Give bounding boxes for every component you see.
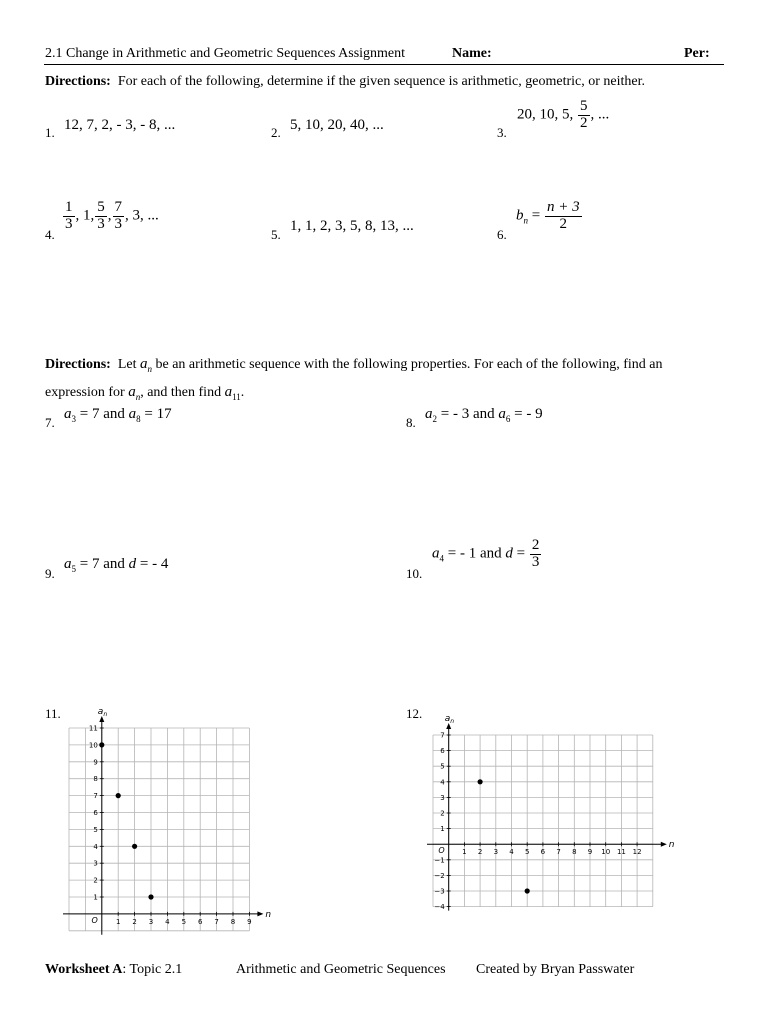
problem-4-fraction-2: $\frac{5}{3}$ [97, 199, 105, 232]
assignment-title: 2.1 Change in Arithmetic and Geometric Sequences Assignment [45, 46, 406, 61]
problem-10-fraction: $\frac{2}{3}$ [531, 537, 540, 570]
y-tick-label: 9 [93, 758, 98, 767]
x-tick-label: 1 [462, 848, 467, 857]
x-tick-label: 5 [181, 917, 187, 926]
data-point [148, 894, 153, 899]
problem-5-sequence: 1, 1, 2, 3, 5, 8, 13, ... [290, 218, 414, 234]
x-tick-label: 8 [572, 848, 577, 857]
x-tick-label: 3 [148, 917, 154, 926]
footer-subject: Arithmetic and Geometric Sequences [236, 962, 446, 977]
y-axis-label: $a_n$ [97, 707, 108, 718]
graph-12-chart [425, 707, 675, 922]
problem-4-fraction-1: $\frac{1}{3}$ [65, 199, 73, 232]
problem-9-number: 9. [45, 566, 55, 581]
problem-4-fraction-3: $\frac{7}{3}$ [114, 199, 122, 232]
y-tick-label: 3 [440, 793, 445, 802]
problem-6-fraction: $\frac{n + 3}{2}$ [546, 199, 580, 232]
y-axis-label-subscript: n [450, 718, 455, 725]
problem-7-number: 7. [45, 415, 55, 430]
x-tick-label: 10 [601, 848, 611, 857]
origin-label: O [91, 915, 98, 925]
y-tick-label: 1 [93, 893, 98, 902]
y-tick-label: 7 [93, 792, 98, 801]
problem-4-number: 4. [45, 227, 55, 242]
problem-2-sequence: 5, 10, 20, 40, ... [290, 117, 384, 133]
directions-2-line-2: expression for $a_n$, and then find $a_{11}$. [45, 384, 245, 402]
problem-5-number: 5. [271, 227, 281, 242]
directions-2-label: Directions: [45, 357, 111, 372]
x-tick-label: 9 [587, 848, 593, 857]
directions-1 [45, 74, 645, 90]
y-tick-label: 7 [440, 731, 445, 740]
x-tick-label: 7 [214, 917, 219, 926]
y-tick-label: 2 [440, 809, 445, 818]
directions-1-text: For each of the following, determine if the given sequence is arithmetic, geometric, or neither. [117, 74, 645, 89]
x-tick-label: 9 [247, 917, 252, 926]
x-tick-label: 2 [477, 848, 483, 857]
problem-4-sequence: $\frac{1}{3}$ , 1, $\frac{5}{3}$ , $\frac{7}{3}$ , 3, ... [65, 199, 159, 232]
x-axis-label: n [265, 909, 272, 920]
header-rule [44, 64, 724, 65]
data-point [116, 793, 121, 798]
problem-1-sequence: 12, 7, 2, - 3, - 8, ... [64, 117, 176, 133]
problem-3-prefix: 20, 10, 5, [517, 106, 574, 123]
origin-label: O [438, 846, 445, 856]
problem-8-conditions: $a_2$ = - 3 and $a_6$ = - 9 [425, 406, 543, 424]
problem-6-number: 6. [497, 227, 507, 242]
x-tick-label: 12 [632, 848, 642, 857]
y-axis-label: $a_n$ [444, 714, 455, 725]
graph-12-number: 12. [406, 706, 423, 721]
y-tick-label: 2 [93, 876, 98, 885]
x-tick-label: 3 [493, 848, 499, 857]
data-point [99, 742, 104, 747]
problem-10-number: 10. [406, 566, 423, 581]
problem-8-number: 8. [406, 415, 416, 430]
problem-3-fraction: $\frac{5}{2}$ [580, 98, 588, 131]
y-tick-label: 3 [93, 859, 98, 868]
y-tick-label: 5 [93, 825, 98, 834]
directions-2-line-1: Directions: Let $a_n$ be an arithmetic sequence with the following properties. For each of the following, find an [45, 356, 663, 374]
footer-worksheet: Worksheet A: Topic 2.1 [45, 962, 183, 977]
x-tick-label: 4 [509, 848, 514, 857]
y-axis-label-subscript: n [103, 711, 108, 718]
x-tick-label: 11 [616, 848, 626, 857]
y-tick-label: 4 [93, 842, 98, 851]
x-tick-label: 8 [230, 917, 236, 926]
graph-11-chart [55, 700, 280, 935]
problem-3-suffix: , ... [590, 106, 610, 123]
data-point [525, 888, 530, 893]
y-tick-label: 1 [440, 825, 445, 834]
footer-author: Created by Bryan Passwater [476, 962, 635, 977]
name-label: Name: [452, 46, 492, 61]
y-tick-label: −2 [434, 871, 445, 880]
y-tick-label: −3 [434, 887, 445, 896]
x-tick-label: 6 [197, 917, 203, 926]
problem-10-conditions: $a_4$ = - 1 and d = $\frac{2}{3}$ [432, 537, 540, 570]
data-point [132, 844, 137, 849]
problem-9-conditions: $a_5 = 7$ and d = - 4 [64, 556, 169, 574]
y-tick-label: −1 [434, 856, 445, 865]
y-tick-label: 11 [88, 724, 98, 733]
y-tick-label: 6 [440, 747, 445, 756]
data-point [478, 779, 483, 784]
x-tick-label: 2 [132, 917, 137, 926]
directions-1-label: Directions: [45, 74, 111, 89]
y-tick-label: 5 [440, 762, 445, 771]
y-tick-label: 10 [88, 741, 98, 750]
x-axis-arrow [661, 842, 667, 847]
problem-7-conditions: $a_3 = 7$ and $a_8 = 17$ [64, 406, 172, 424]
y-tick-label: 4 [440, 778, 445, 787]
x-tick-label: 4 [165, 917, 170, 926]
problem-3-sequence [517, 99, 609, 132]
x-tick-label: 7 [556, 848, 561, 857]
problem-1-number: 1. [45, 125, 55, 140]
period-label: Per: [684, 46, 710, 61]
x-tick-label: 5 [524, 848, 530, 857]
y-tick-label: 6 [93, 809, 98, 817]
x-axis-label: n [668, 840, 675, 851]
problem-6-formula: $b_n$ = $\frac{n + 3}{2}$ [516, 199, 580, 232]
x-tick-label: 1 [115, 917, 121, 926]
y-tick-label: −4 [434, 903, 445, 912]
x-axis-arrow [257, 911, 263, 916]
problem-3-number: 3. [497, 125, 507, 140]
x-tick-label: 6 [540, 848, 546, 857]
graph-11-number: 11. [45, 706, 61, 721]
problem-2-number: 2. [271, 125, 281, 140]
y-tick-label: 8 [93, 775, 98, 784]
